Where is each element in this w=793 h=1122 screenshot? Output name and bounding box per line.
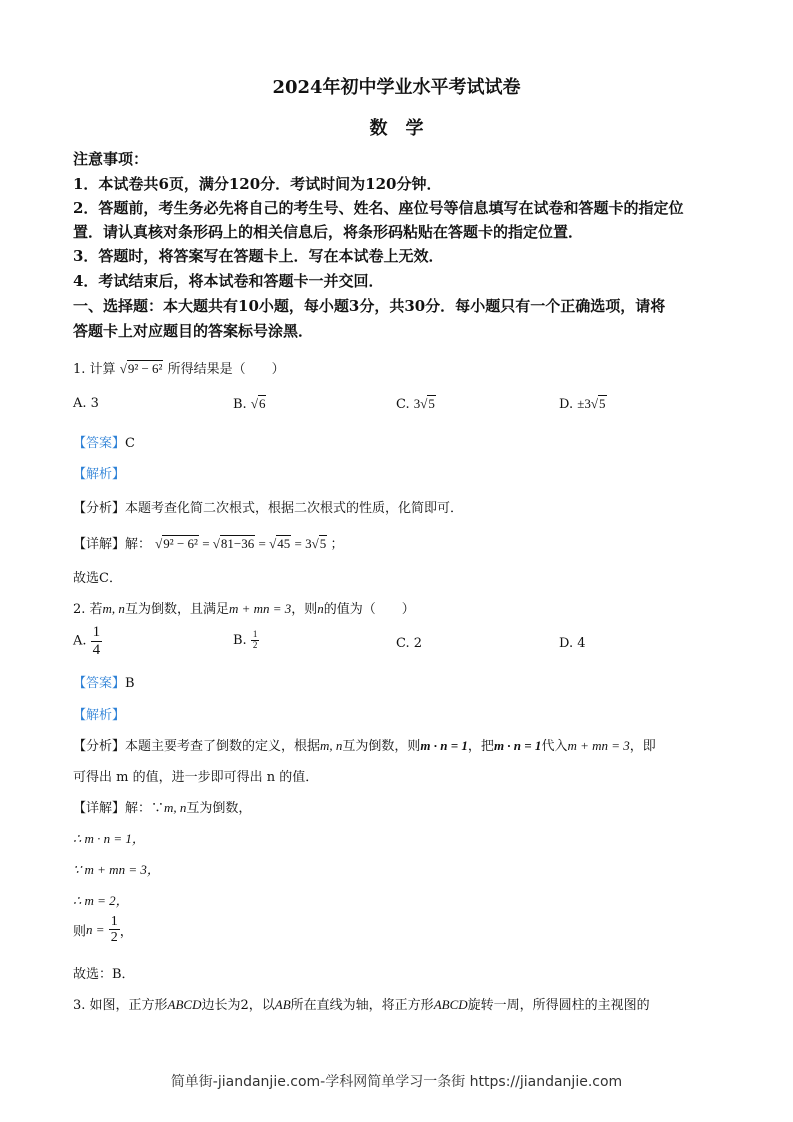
q2-analysis-line2: 可得出 m 的值，进一步即可得出 n 的值．: [73, 770, 319, 785]
q2-analysis-b: 互为倒数，则: [342, 739, 421, 754]
q3-text-c: 所在直线为轴，将正方形: [290, 998, 434, 1013]
section-heading-cont: 答题卡上对应题目的答案标号涂黑．: [73, 322, 314, 340]
q2-step4-fraction: [109, 914, 120, 946]
question-1: [73, 358, 285, 377]
q1-detail-coef: 3: [305, 536, 312, 551]
fraction-numerator: 1: [92, 624, 101, 640]
q1-suffix: 所得结果是（ ）: [167, 362, 285, 377]
q3-ab: AB: [274, 997, 291, 1012]
q2-step4-var: n =: [86, 921, 105, 937]
q3-text-b: 边长为2，以: [201, 998, 275, 1013]
q1-option-c: [396, 396, 436, 412]
q2-vars: m, n: [102, 601, 125, 616]
q2-prefix: 2. 若: [73, 602, 103, 617]
q1-detail-r4: 5: [319, 536, 327, 551]
q2-step4-end: ，: [119, 924, 133, 940]
q1-answer-value: C: [125, 436, 135, 451]
fraction-numerator: 1: [252, 629, 258, 639]
q2-analysis-eq2: m · n = 1: [493, 738, 542, 753]
q1-option-b-value: √6: [250, 396, 266, 411]
q2-option-b: [233, 630, 259, 651]
q2-option-b-label: B.: [233, 632, 247, 648]
note-item: 置．请认真核对条形码上的相关信息后，将条形码粘贴在答题卡的指定位置．: [73, 223, 584, 241]
q1-option-c-radicand: 5: [428, 396, 435, 411]
answer-tag: 【答案】: [73, 676, 126, 691]
note-item: 4．考试结束后，将本试卷和答题卡一并交回．: [73, 272, 384, 290]
note-item: 2．答题前，考生务必先将自己的考生号、姓名、座位号等信息填写在试卷和答题卡的指定位: [73, 199, 684, 217]
q1-option-c-label: C.: [396, 397, 410, 412]
q2-analysis-tag: 【解析】: [73, 708, 126, 723]
note-item: 1．本试卷共6页，满分120分．考试时间为120分钟．: [73, 175, 442, 193]
notes-heading: 注意事项：: [73, 150, 149, 168]
q1-option-d-label: D.: [559, 397, 574, 412]
q1-detail-r3: 45: [277, 536, 291, 551]
q1-option-d: [559, 396, 607, 412]
q1-option-b: [233, 396, 266, 412]
q2-analysis: [73, 735, 656, 754]
q3-text-d: 旋转一周，所得圆柱的主视图的: [467, 998, 650, 1013]
note-item: 3．答题时，将答案写在答题卡上．写在本试卷上无效．: [73, 247, 444, 265]
q1-option-d-value: ±3√5: [577, 396, 606, 411]
q2-conclusion: 故选：B．: [73, 967, 135, 982]
subject-title: 数 学: [369, 118, 424, 139]
q1-radicand: 9² − 6²: [127, 361, 163, 376]
fraction-denominator: 2: [110, 930, 118, 946]
q2-mid1: 互为倒数，且满足: [124, 602, 229, 617]
answer-tag: 【答案】: [73, 436, 126, 451]
q2-step1: ∴ m · n = 1，: [73, 831, 145, 846]
q2-option-c: C. 2: [396, 636, 423, 651]
q3-abcd: ABCD: [167, 997, 202, 1012]
q2-detail-vars: m, n: [164, 800, 187, 815]
q2-step3: ∴ m = 2，: [73, 893, 129, 908]
q2-analysis-eq3: m + mn = 3: [567, 738, 630, 753]
q2-analysis-e: ，即: [629, 739, 656, 754]
q1-option-a: A. 3: [73, 396, 99, 411]
q2-analysis-vars: m, n: [320, 738, 343, 753]
q3-abcd2: ABCD: [433, 997, 468, 1012]
q2-var-n: n: [317, 601, 324, 616]
q1-analysis-tag: 【解析】: [73, 467, 126, 482]
q2-suffix: 的值为（ ）: [323, 602, 415, 617]
q1-option-c-coef: 3: [413, 396, 421, 411]
exam-title: 2024年初中学业水平考试试卷: [272, 77, 521, 98]
q1-option-d-coef: ±3: [577, 396, 591, 411]
q1-conclusion: 故选C．: [73, 571, 122, 586]
q1-detail-prefix: 【详解】解：: [73, 537, 152, 552]
q1-detail-math: √9² − 6² = √81−36 = √45 = 3√5: [155, 536, 327, 551]
q2-detail: [73, 797, 251, 816]
q1-detail-end: ；: [330, 537, 344, 552]
q2-analysis-c: ，把: [467, 739, 494, 754]
q1-analysis: 【分析】本题考查化简二次根式，根据二次根式的性质，化简即可．: [73, 501, 464, 516]
q2-option-b-fraction: [251, 630, 260, 651]
q2-step2: ∵ m + mn = 3，: [73, 862, 160, 877]
q2-option-a: [73, 624, 102, 658]
page-footer: 简单街-jiandanjie.com-学科网简单学习一条街 https://jiandanjie.com: [170, 1074, 623, 1090]
q3-text-a: 3. 如图，正方形: [73, 998, 168, 1013]
q2-detail-tail: 互为倒数，: [186, 801, 252, 816]
q1-answer: [73, 432, 135, 451]
q1-option-d-radicand: 5: [599, 396, 606, 411]
q2-option-a-fraction: [91, 624, 103, 658]
q1-option-b-radicand: 6: [258, 396, 266, 411]
q2-answer-value: B: [125, 676, 135, 691]
q1-detail-r2: 81−36: [220, 536, 255, 551]
q2-mid2: ，则: [291, 602, 318, 617]
q1-option-c-value: 3√5: [413, 396, 435, 411]
fraction-denominator: 4: [92, 641, 101, 658]
q1-detail-r1: 9² − 6²: [163, 536, 198, 551]
question-2: [73, 598, 415, 617]
q2-step4-prefix: 则: [73, 924, 87, 940]
q2-analysis-eq1: m · n = 1: [420, 738, 468, 753]
q1-option-b-label: B.: [233, 397, 247, 412]
q2-equation: m + mn = 3: [228, 601, 292, 616]
q1-prefix: 1. 计算: [73, 362, 116, 377]
fraction-denominator: 2: [252, 639, 258, 650]
q2-option-a-label: A.: [73, 633, 87, 649]
question-3: [73, 994, 650, 1013]
q2-analysis-d: 代入: [541, 739, 568, 754]
section-heading: 一、选择题：本大题共有10小题，每小题3分，共30分．每小题只有一个正确选项，请将: [73, 297, 666, 315]
q2-option-d: D. 4: [559, 636, 586, 651]
q1-sqrt-expr: √9² − 6²: [119, 361, 163, 376]
q1-detail: [73, 533, 343, 552]
fraction-numerator: 1: [110, 914, 118, 929]
q2-analysis-a: 【分析】本题主要考查了倒数的定义，根据: [73, 739, 321, 754]
q2-answer: [73, 672, 135, 691]
q2-detail-prefix: 【详解】解：∵: [73, 801, 165, 816]
q2-step4: [73, 914, 133, 946]
